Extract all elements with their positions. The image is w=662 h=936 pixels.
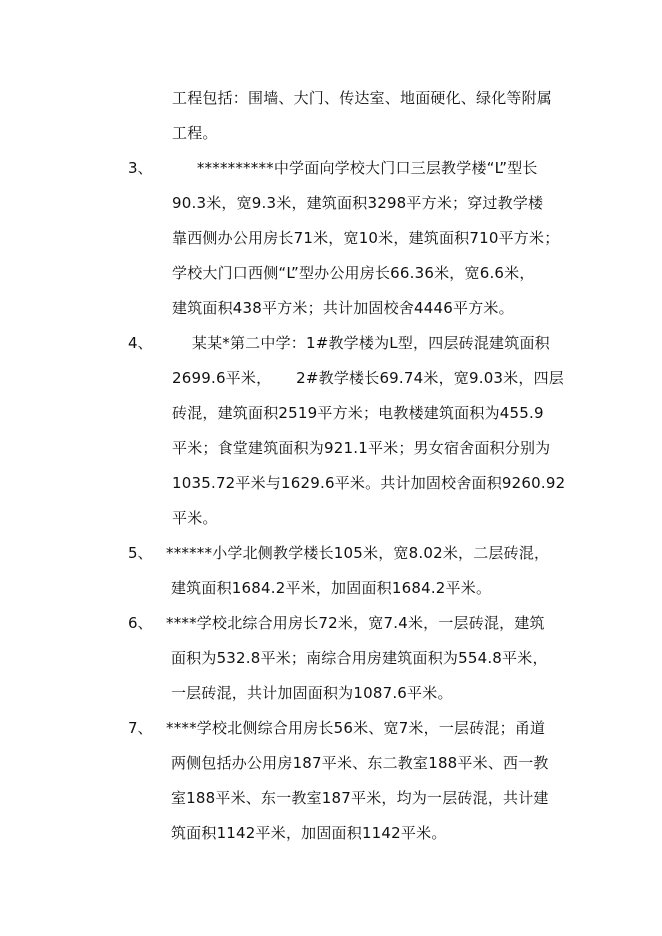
item-3-line-4: 学校大门口西侧“L”型办公用房长66.36米，宽6.6米，: [172, 264, 535, 282]
item-4-line-1: 某某*第二中学：1#教学楼为L型，四层砖混建筑面积: [172, 334, 550, 352]
item-5-line-2: 建筑面积1684.2平米，加固面积1684.2平米。: [166, 579, 492, 597]
item-3-line-5: 建筑面积438平方米；共计加固校舍4446平方米。: [172, 299, 514, 317]
item-5-number: 5、: [128, 544, 153, 562]
item-7-line-4: 筑面积1142平米，加固面积1142平米。: [166, 824, 447, 842]
item-4-line-6: 平米。: [172, 509, 218, 527]
item-6-line-2: 面积为532.8平米；南综合用房建筑面积为554.8平米，: [166, 649, 548, 667]
item-4-line-5: 1035.72平米与1629.6平米。共计加固校舍面积9260.92: [172, 474, 566, 492]
item-4-line-2: 2699.6平米， 2#教学楼长69.74米，宽9.03米，四层: [172, 369, 564, 387]
item-6-line-3: 一层砖混，共计加固面积为1087.6平米。: [166, 684, 453, 702]
item-4-number: 4、: [128, 334, 153, 352]
item-6-line-1: ****学校北综合用房长72米，宽7.4米，一层砖混，建筑: [166, 614, 545, 632]
item-5-line-1: ******小学北侧教学楼长105米，宽8.02米，二层砖混，: [166, 544, 550, 562]
intro-line-1: 工程包括：围墙、大门、传达室、地面硬化、绿化等附属: [172, 89, 553, 107]
item-7-line-3: 室188平米、东一教室187平米，均为一层砖混，共计建: [166, 789, 549, 807]
item-3-number: 3、: [128, 159, 153, 177]
item-6-number: 6、: [128, 614, 153, 632]
intro-line-2: 工程。: [172, 124, 218, 142]
item-7-line-1: ****学校北侧综合用房长56米、宽7米，一层砖混；甬道: [166, 719, 546, 737]
item-4-line-4: 平米；食堂建筑面积为921.1平米；男女宿舍面积分别为: [172, 439, 551, 457]
item-7-line-2: 两侧包括办公用房187平米、东二教室188平米、西一教: [166, 754, 549, 772]
item-3-line-2: 90.3米，宽9.3米，建筑面积3298平方米；穿过教学楼: [172, 194, 544, 212]
item-7-number: 7、: [128, 719, 153, 737]
item-3-line-1: **********中学面向学校大门口三层教学楼“L”型长: [172, 159, 538, 177]
item-3-line-3: 靠西侧办公用房长71米，宽10米，建筑面积710平方米；: [172, 229, 560, 247]
item-4-line-3: 砖混，建筑面积2519平方米；电教楼建筑面积为455.9: [172, 404, 544, 422]
